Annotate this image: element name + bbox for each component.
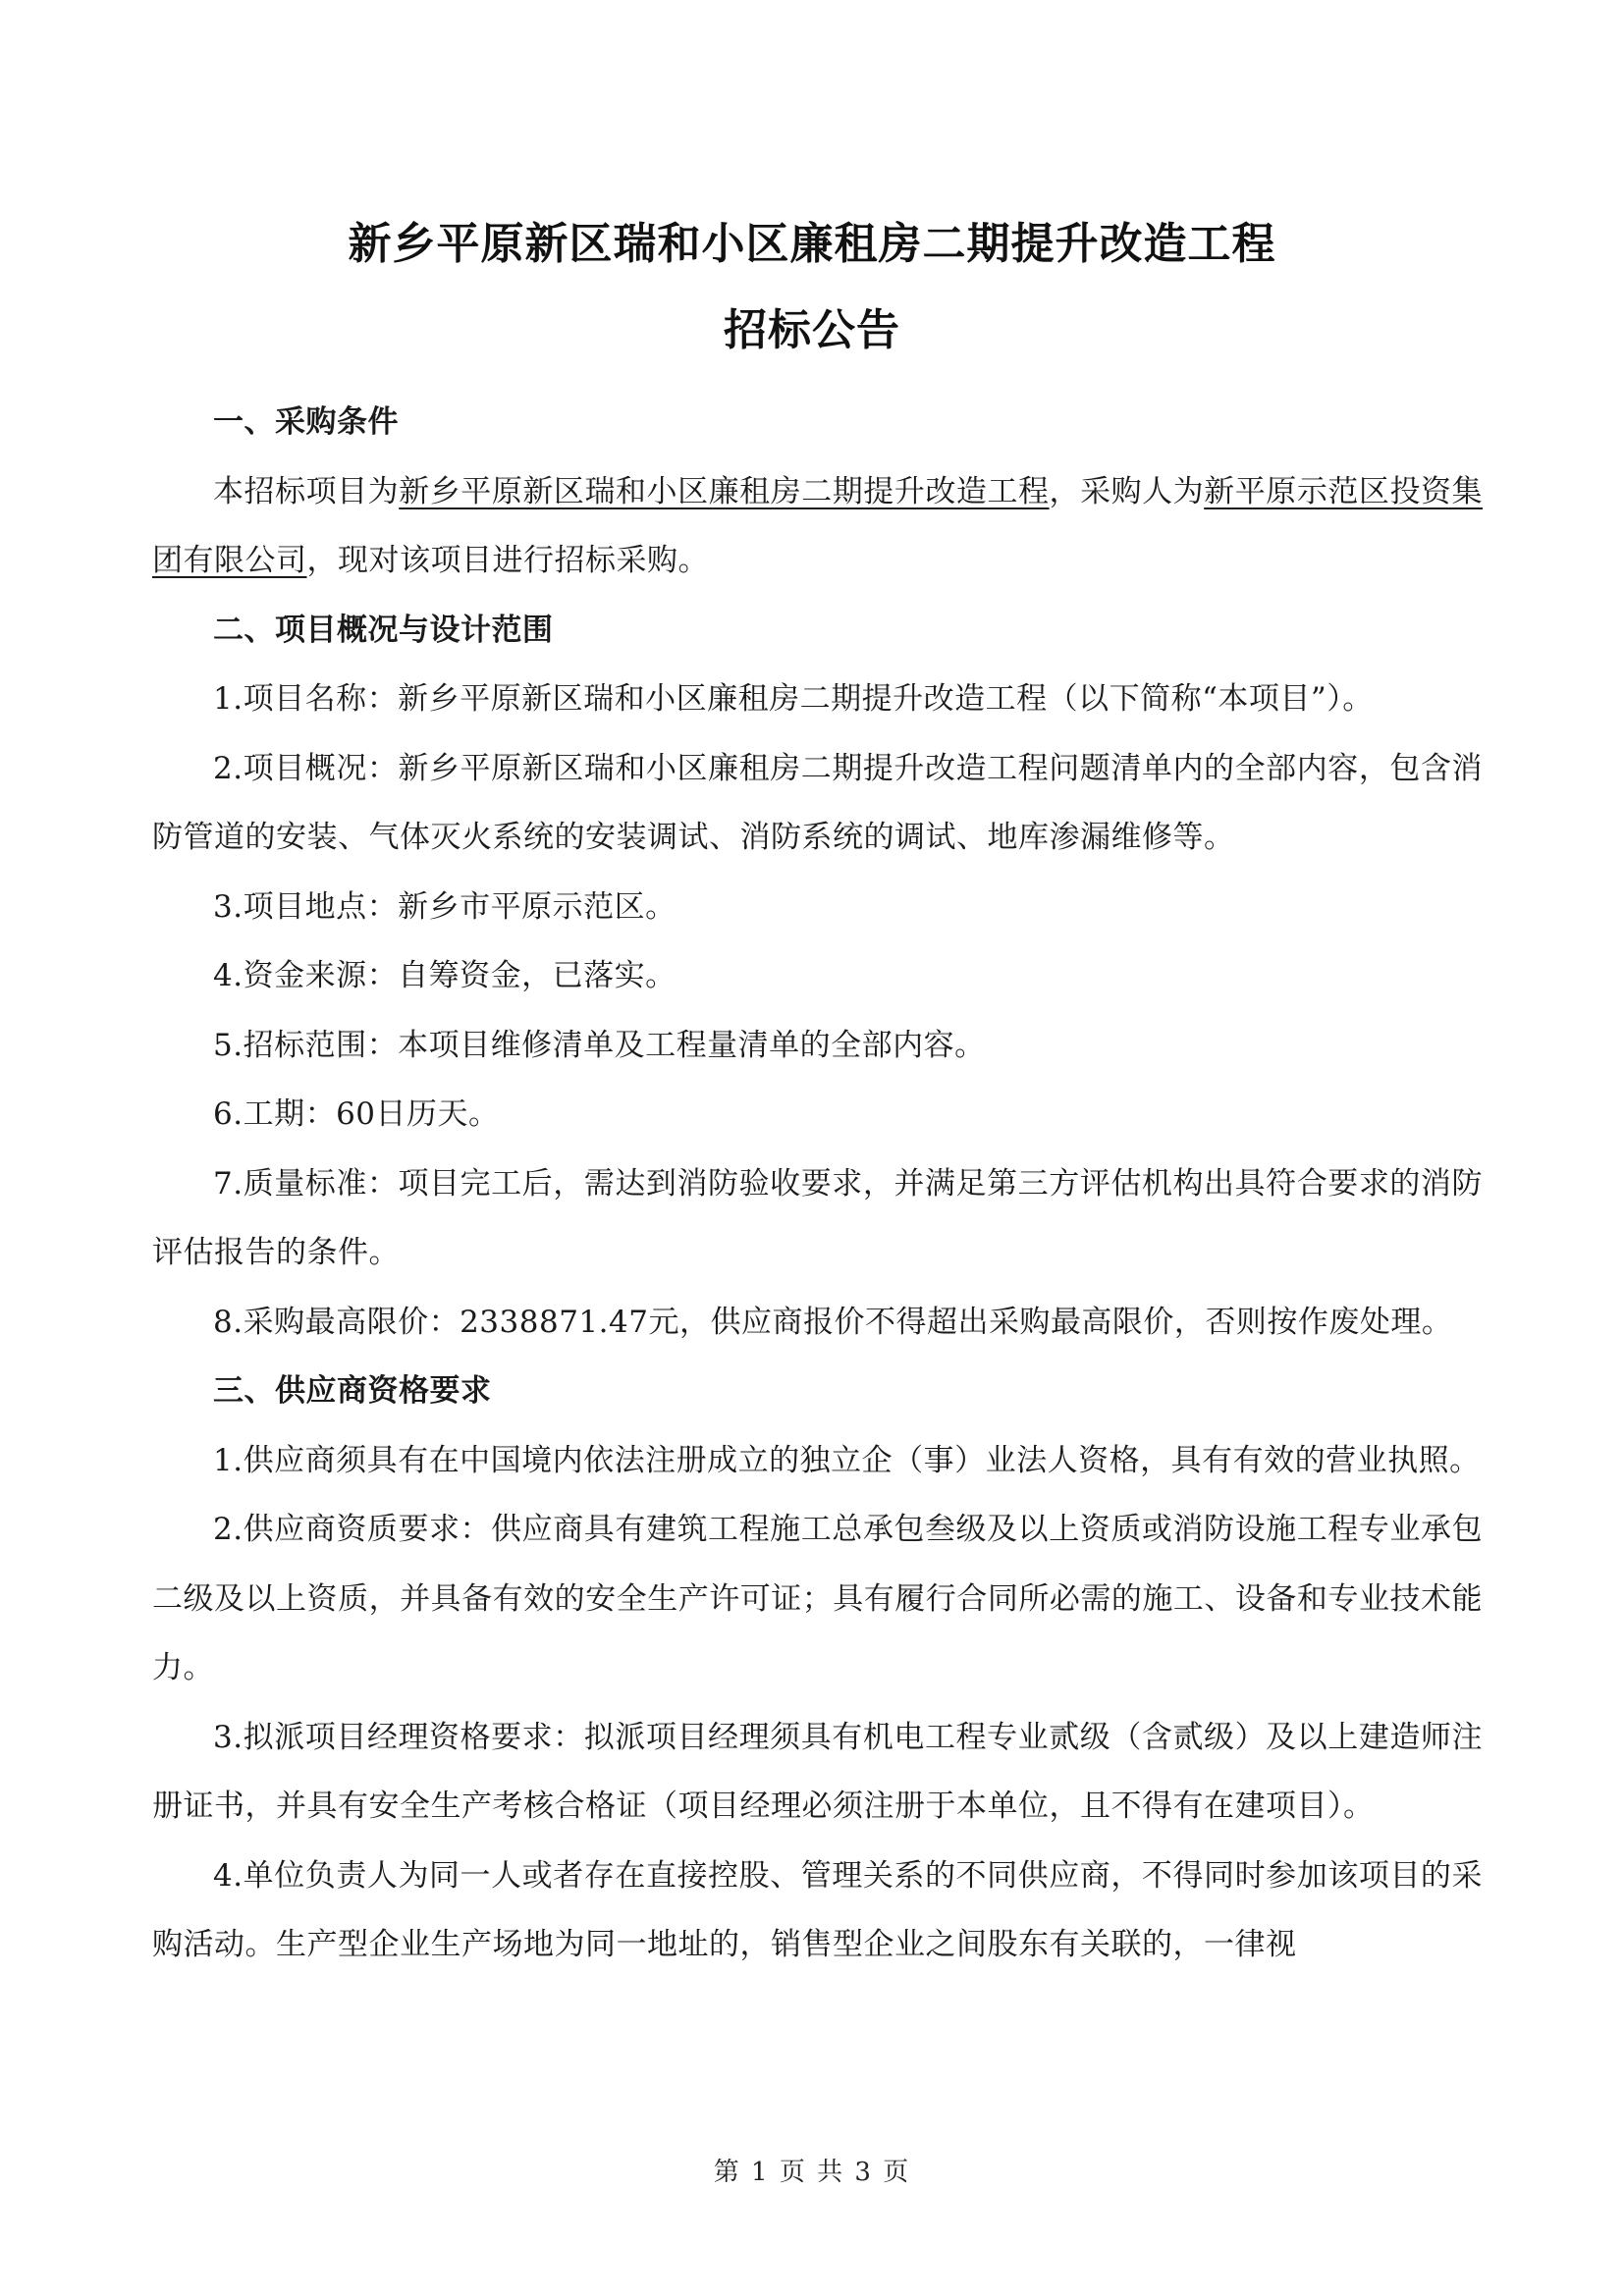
section-heading-project-overview: 二、项目概况与设计范围	[213, 612, 554, 648]
overview-item-funding: 4.资金来源：自筹资金，已落实。	[213, 958, 677, 993]
text-segment: ，现对该项目进行招标采购。	[306, 543, 709, 578]
qualification-item-legal-entity: 1.供应商须具有在中国境内依法注册成立的独立企（事）业法人资格，具有有效的营业执照。	[213, 1442, 1481, 1478]
section-heading-procurement-conditions: 一、采购条件	[213, 404, 399, 440]
overview-item-location: 3.项目地点：新乡市平原示范区。	[213, 888, 677, 925]
qualification-item-related-parties: 4.单位负责人为同一人或者存在直接控股、管理关系的不同供应商，不得同时参加该项目的采购活动。生产型企业生产场地为同一地址的，销售型企业之间股东有关联的，一律视	[152, 1857, 1483, 1962]
purchaser-name-underlined: 新平原示范区投资集团有限公司	[152, 473, 1484, 578]
text-segment: 本招标项目为	[213, 473, 400, 509]
overview-item-project-summary: 2.项目概况：新乡平原新区瑞和小区廉租房二期提升改造工程问题清单内的全部内容，包含消防管道的安装、气体灭火系统的安装调试、消防系统的调试、地库渗漏维修等。	[152, 750, 1483, 855]
qualification-item-certification: 2.供应商资质要求：供应商具有建筑工程施工总承包叁级及以上资质或消防设施工程专业承包二级及以上资质，并具备有效的安全生产许可证；具有履行合同所必需的施工、设备和专业技术能力。	[152, 1512, 1483, 1685]
overview-item-scope: 5.招标范围：本项目维修清单及工程量清单的全部内容。	[213, 1027, 986, 1063]
document-title: 新乡平原新区瑞和小区廉租房二期提升改造工程	[348, 219, 1276, 269]
document-subtitle: 招标公告	[724, 305, 900, 355]
overview-item-price-cap: 8.采购最高限价：2338871.47元，供应商报价不得超出采购最高限价，否则按作废处理。	[213, 1304, 1453, 1340]
section-heading-supplier-qualifications: 三、供应商资格要求	[213, 1373, 492, 1409]
overview-item-duration: 6.工期：60日历天。	[213, 1096, 500, 1132]
project-name-underlined: 新乡平原新区瑞和小区廉租房二期提升改造工程	[399, 473, 1050, 509]
document-body	[152, 388, 1483, 1980]
text-segment: ，采购人为	[1049, 473, 1205, 509]
overview-item-quality: 7.质量标准：项目完工后，需达到消防验收要求，并满足第三方评估机构出具符合要求的消防评估报告的条件。	[152, 1165, 1483, 1270]
overview-item-project-name: 1.项目名称：新乡平原新区瑞和小区廉租房二期提升改造工程（以下简称“本项目”）。	[213, 681, 1374, 717]
page-number-footer: 第 1 页 共 3 页	[713, 2158, 911, 2187]
qualification-item-project-manager: 3.拟派项目经理资格要求：拟派项目经理须具有机电工程专业贰级（含贰级）及以上建造师注册证书，并具有安全生产考核合格证（项目经理必须注册于本单位，且不得有在建项目）。	[152, 1719, 1483, 1824]
procurement-conditions-paragraph	[152, 457, 1483, 596]
